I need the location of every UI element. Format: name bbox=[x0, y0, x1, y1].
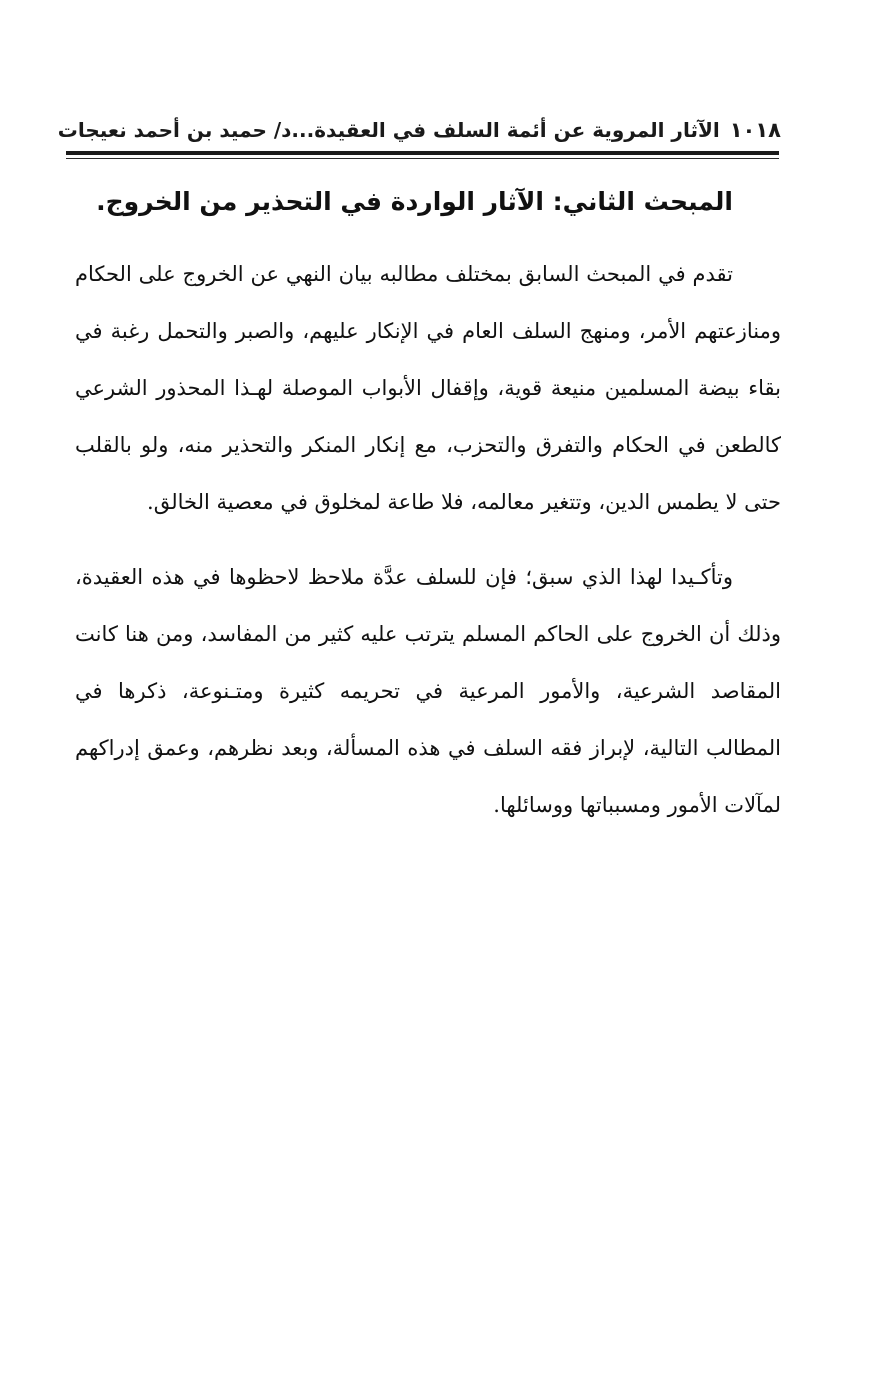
header-rule-thick bbox=[66, 151, 779, 155]
main-content bbox=[75, 172, 781, 852]
section-heading: المبحث الثاني: الآثار الواردة في التحذير من الخروج. bbox=[96, 187, 733, 216]
running-title: الآثار المروية عن أئمة السلف في العقيدة...د/ حميد بن أحمد نعيجات bbox=[57, 118, 720, 142]
body-paragraph-1: تقدم في المبحث السابق بمختلف مطالبه بيان النهي عن الخروج على الحكام ومنازعتهم الأمر، ومنهج السلف العام في الإنكار عليهم، والصبر والتحمل رغبة في بقاء بيضة المسلمين منيعة قوية، وإقفال الأبواب الموصلة لهـذا المحذور الشرعي كالطعن في الحكام والتفرق والتحزب، مع إنكار المنكر والتحذير منه، ولو بالقلب حتى لا يطمس الدين، وتتغير معالمه، فلا طاعة لمخلوق في معصية الخالق. bbox=[75, 262, 781, 514]
running-header bbox=[57, 110, 781, 150]
page-number: ١٠١٨ bbox=[729, 118, 781, 142]
body-paragraph-2: وتأكـيدا لهذا الذي سبق؛ فإن للسلف عدَّة ملاحظ لاحظوها في هذه العقيدة، وذلك أن الخروج على الحاكم المسلم يترتب عليه كثير من المفاسد، ومن هنا كانت المقاصد الشرعية، والأمور المرعية في تحريمه كثيرة ومتـنوعة، ذكرها في المطالب التالية، لإبراز فقه السلف في هذه المسألة، وبعد نظرهم، وعمق إدراكهم لمآلات الأمور ومسبباتها ووسائلها. bbox=[75, 565, 781, 817]
header-rule-thin bbox=[66, 158, 779, 159]
